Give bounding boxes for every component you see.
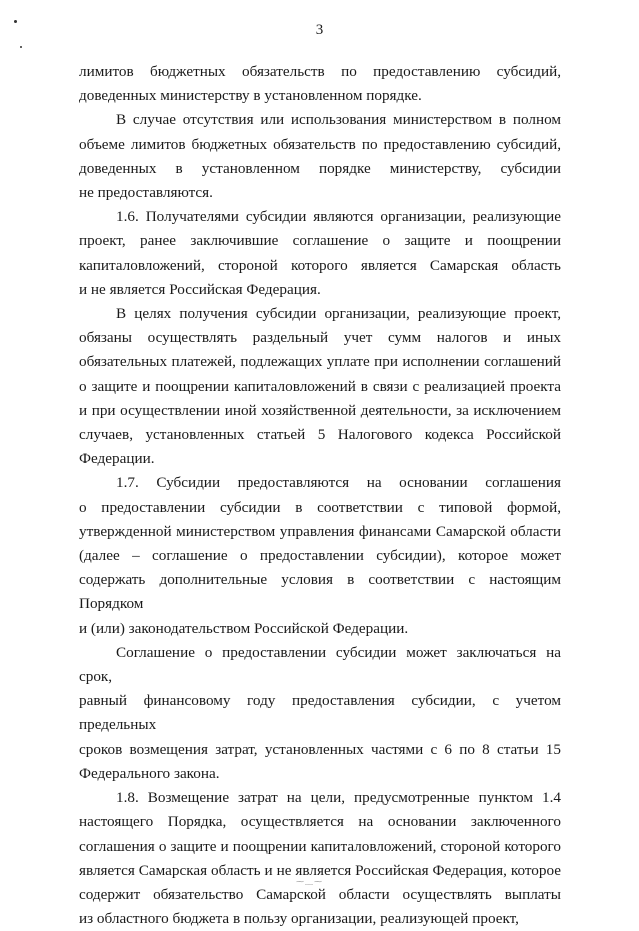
paragraph-p1-line: лимитов бюджетных обязательств по предоставлению субсидий, — [79, 63, 561, 80]
paragraph-p3-line: 1.6. Получателями субсидии являются организации, реализующие — [116, 208, 561, 226]
paragraph-p3-line: проект, ранее заключившие соглашение о защите и поощрении — [79, 232, 561, 250]
paragraph-p5-line: и (или) законодательством Российской Федерации. — [79, 619, 409, 637]
paragraph-p6-line: равный финансовому году предоставления субсидии, с учетом предельных — [79, 692, 561, 734]
paragraph-p5-line: содержать дополнительные условия в соответствии с настоящим Порядком — [79, 571, 561, 613]
page-number: 3 — [315, 22, 324, 38]
scan-artifact: ⁓﹏⁓ — [296, 877, 323, 886]
paragraph-p7-line: соглашения о защите и поощрении капиталовложений, стороной которого — [79, 837, 561, 855]
paragraph-p7-line: 1.8. Возмещение затрат на цели, предусмотренные пунктом 1.4 — [116, 789, 561, 807]
paragraph-p7-line: является Самарская область и не является Российская Федерация, которое — [79, 861, 561, 879]
paragraph-p5-line: о предоставлении субсидии в соответствии с типовой формой, — [79, 498, 561, 516]
paragraph-p7-line: настоящего Порядка, осуществляется на основании заключенного — [79, 813, 561, 831]
paragraph-p2-line: В случае отсутствия или использования министерством в полном — [116, 111, 561, 129]
paragraph-p1-line: доведенных министерству в установленном порядке. — [79, 87, 422, 105]
paragraph-p7-line: содержит обязательство Самарской области осуществлять выплаты — [79, 885, 561, 903]
paragraph-p4-line: обязательных платежей, подлежащих уплате при исполнении соглашений — [79, 353, 561, 371]
paragraph-p7-line: из областного бюджета в пользу организации, реализующей проект, — [79, 910, 519, 928]
paragraph-p5-line: 1.7. Субсидии предоставляются на основании соглашения — [116, 474, 561, 492]
paragraph-p6-line: Федерального закона. — [79, 764, 220, 782]
paragraph-p4-line: случаев, установленных статьей 5 Налогового кодекса Российской — [79, 426, 561, 444]
scan-speck — [14, 20, 17, 23]
paragraph-p4-line: обязаны осуществлять раздельный учет сумм налогов и иных — [79, 329, 561, 347]
paragraph-p2-line: объеме лимитов бюджетных обязательств по предоставлению субсидий, — [79, 135, 561, 153]
paragraph-p2-line: доведенных в установленном порядке министерству, субсидии — [79, 159, 561, 177]
scan-speck — [20, 46, 22, 48]
paragraph-p5-line: (далее – соглашение о предоставлении субсидии), которое может — [79, 547, 561, 565]
document-body — [79, 60, 561, 931]
paragraph-p6-line: Соглашение о предоставлении субсидии может заключаться на срок, — [79, 643, 561, 686]
paragraph-p6-line: сроков возмещения затрат, установленных частями с 6 по 8 статьи 15 — [79, 740, 561, 758]
paragraph-p3-line: и не является Российская Федерация. — [79, 280, 321, 298]
paragraph-p4-line: и при осуществлении иной хозяйственной деятельности, за исключением — [79, 401, 561, 419]
paragraph-p2-line: не предоставляются. — [79, 184, 213, 202]
paragraph-p5-line: утвержденной министерством управления финансами Самарской области — [79, 522, 561, 540]
paragraph-p4-line: Федерации. — [79, 450, 155, 468]
paragraph-p3-line: капиталовложений, стороной которого является Самарская область — [79, 256, 561, 274]
paragraph-p4-line: о защите и поощрении капиталовложений в связи с реализацией проекта — [79, 377, 561, 395]
paragraph-p4-line: В целях получения субсидии организации, реализующие проект, — [116, 305, 561, 323]
